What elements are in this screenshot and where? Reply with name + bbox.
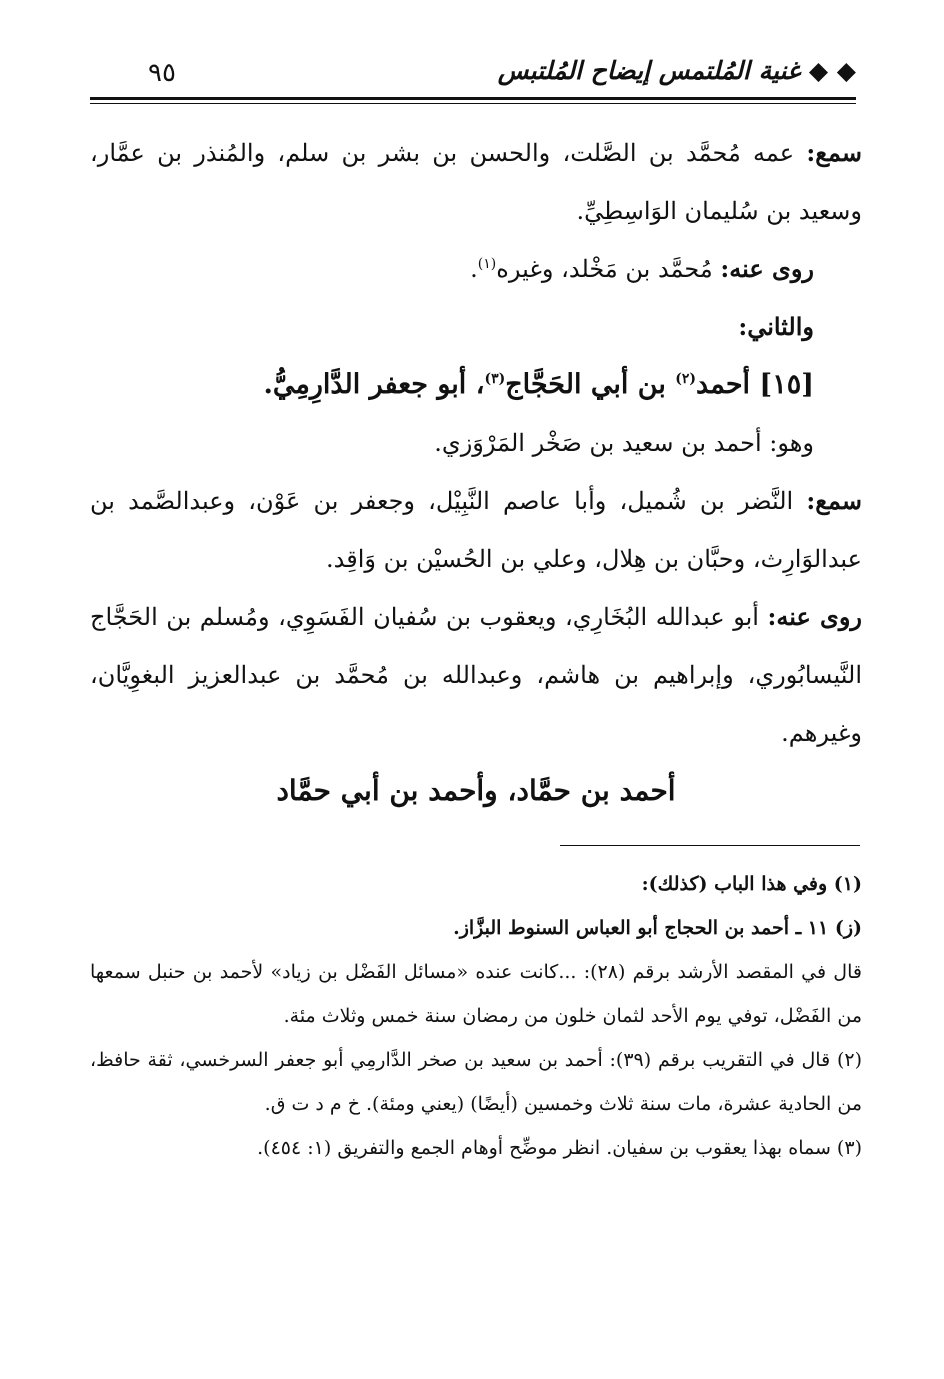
footnote-2-text: (٢) قال في التقريب برقم (٣٩): أحمد بن سعيد بن صخر الدَّارمِي أبو جعفر السرخسي، ثقة حافظ، من الحادية عشرة، مات سنة ثلاث وخمسين (أيضًا) (يعني ومئة). خ م د ت ق.: [90, 1049, 862, 1115]
paragraph-identity: [90, 414, 862, 472]
running-title: ◆ ◆ غنية المُلتمس إيضاح المُلتبس: [497, 56, 856, 85]
text-heard-2: النَّضر بن شُميل، وأبا عاصم النَّبِيْل، وجعفر بن عَوْن، وعبدالصَّمد بن عبدالوَارِث، وحبَّان بن هِلال، وعلي بن الحُسيْن بن وَاقِد.: [90, 487, 862, 573]
label-narrated: روى عنه:: [720, 254, 814, 283]
entry-name-part3: ، أبو جعفر الدَّارِمِيُّ.: [263, 369, 485, 400]
header-rule-thick: [90, 97, 856, 100]
main-text: [90, 124, 862, 820]
text-narrated-2: أبو عبدالله البُخَارِي، ويعقوب بن سُفيان الفَسَوِي، ومُسلم بن الحَجَّاج النَّيسابُوري، وإبراهيم بن هاشم، وعبدالله بن مُحمَّد بن عبدالعزيز البغوِيَّان، وغيرهم.: [90, 603, 862, 747]
text-narrated-end: .: [470, 255, 478, 283]
entry-heading: [90, 356, 862, 414]
section-title: أحمد بن حمَّاد، وأحمد بن أبي حمَّاد: [276, 774, 676, 807]
footnote-1-heading: (١) وفي هذا الباب (كذلك):: [641, 873, 862, 895]
label-second: والثاني:: [738, 312, 814, 341]
paragraph-heard-from: [90, 124, 862, 240]
label-heard-2: سمع:: [806, 486, 862, 515]
footnote-3-text: (٣) سماه بهذا يعقوب بن سفيان. انظر موضِّح أوهام الجمع والتفريق (١: ٤٥٤).: [257, 1137, 862, 1159]
footnotes: [90, 862, 862, 1170]
footnote-1-text: قال في المقصد الأرشد برقم (٢٨): ...كانت عنده «مسائل الفَضْل بن زياد» لأحمد بن حنبل سمعها من الفَضْل، توفي يوم الأحد لثمان خلون من رمضان سنة خمس وثلاث مئة.: [90, 961, 862, 1027]
footnote-1-subheading: (ز) ١١ ـ أحمد بن الحجاج أبو العباس السنوط البزَّاز.: [453, 917, 862, 939]
footnote-separator: [560, 845, 860, 846]
paragraph-narrated-2: [90, 588, 862, 762]
footnote-ref-3[interactable]: (٣): [484, 371, 506, 387]
label-heard: سمع:: [806, 138, 862, 167]
label-narrated-2: روى عنه:: [767, 602, 862, 631]
page-header: [90, 52, 856, 94]
paragraph-second: [90, 298, 862, 356]
paragraph-narrated: [90, 240, 862, 298]
header-rule-thin: [90, 103, 856, 104]
text-identity: وهو: أحمد بن سعيد بن صَخْر المَرْوَزي.: [434, 429, 814, 457]
entry-name: أحمد: [696, 369, 751, 400]
page-number: ٩٥: [148, 58, 176, 88]
footnote-ref-2[interactable]: (٢): [675, 371, 697, 387]
entry-number: [١٥]: [750, 369, 814, 400]
paragraph-heard-from-2: [90, 472, 862, 588]
entry-name-part2: بن أبي الحَجَّاج: [505, 369, 676, 400]
text-narrated: مُحمَّد بن مَخْلد، وغيره: [496, 255, 721, 283]
footnote-ref-1[interactable]: (١): [477, 256, 497, 272]
text-heard: عمه مُحمَّد بن الصَّلت، والحسن بن بشر بن سلم، والمُنذر بن عمَّار، وسعيد بن سُليمان الوَاسِطِيِّ.: [90, 139, 862, 225]
